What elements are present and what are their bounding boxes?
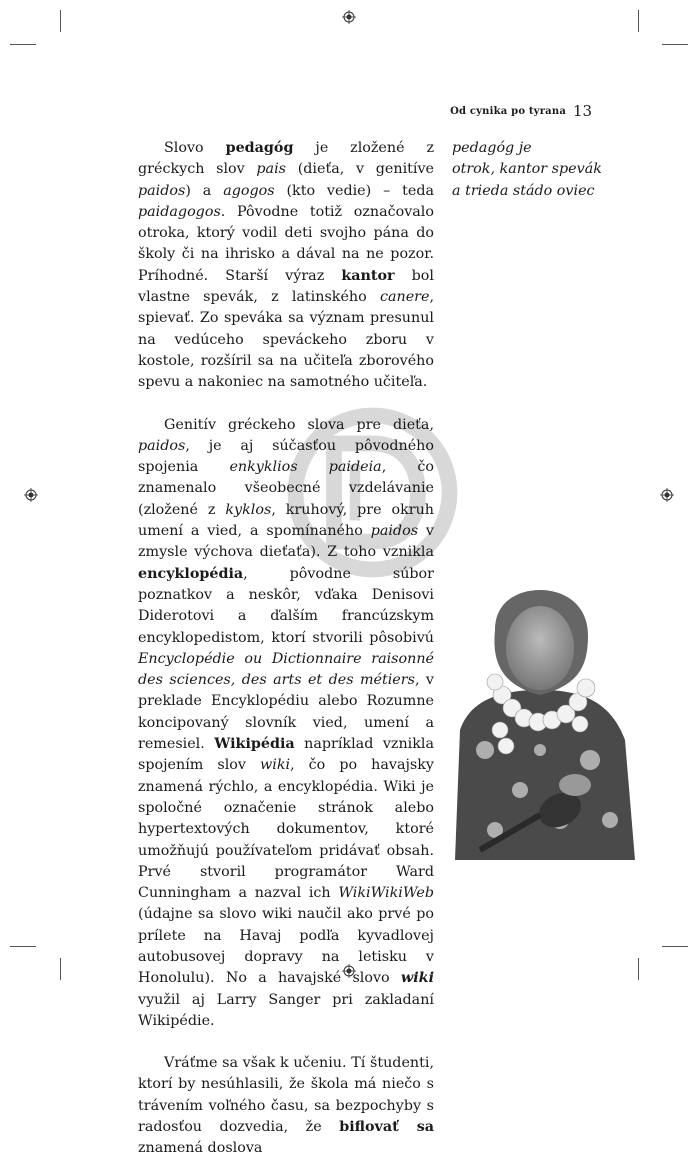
main-text-column bbox=[138, 138, 434, 1160]
crop-mark-bottom-right-h bbox=[662, 946, 688, 947]
crop-mark-bottom-left bbox=[60, 958, 61, 980]
paragraph: Genitív gréckeho slova pre dieťa, paidos, je aj súčasťou pôvodného spojenia enkyklios paideia, čo znamenalo všeobecné vzdelávanie (zložené z kyklos, kruhový, pre okruh umení a vied, a spomínaného paidos v zmysle výchova dieťaťa). Z toho vznikla encyklopédia, pôvodne súbor poznatkov a neskôr, vďaka Denisovi Diderotovi a ďalším francúzskym encyklopedistom, ktorí stvorili pôsobivú Encyclopédie ou Dictionnaire raisonné des sciences, des arts et des métiers, v preklade Encyklopédiu alebo Rozumne koncipovaný slovník vied, umení a remesiel. Wikipédia napríklad vznikla spojením slov wiki, čo po havajsky znamená rýchlo, a encyklopédia. Wiki je spoločné označenie stránok alebo hypertextových dokumentov, ktoré umožňujú používateľom pridávať obsah. Prvé stvoril programátor Ward Cunningham a nazval ich WikiWikiWeb (údajne sa slovo wiki naučil ako prvé po prílete na Havaj podľa kyvadlovej autobusovej dopravy na letisku v Honolulu). No a havajské slovo wiki využil aj Larry Sanger pri zakladaní Wikipédie. bbox=[138, 416, 434, 1029]
crop-mark-top-right-h bbox=[662, 44, 688, 45]
sidebar-note-line: pedagóg je bbox=[452, 140, 532, 156]
crop-mark-bottom-right bbox=[638, 958, 639, 980]
crop-mark-bottom-left-h bbox=[10, 946, 36, 947]
page-number: 13 bbox=[573, 102, 593, 120]
sidebar-note-line: otrok, kantor spevák bbox=[452, 161, 602, 178]
diderot-hawaii-illustration bbox=[440, 590, 640, 870]
crop-mark-top-left bbox=[60, 10, 61, 32]
registration-mark-icon bbox=[24, 488, 38, 502]
crop-mark-top-left-h bbox=[10, 44, 36, 45]
paragraph: Vráťme sa však k učeniu. Tí študenti, ktorí by nesúhlasili, že škola má niečo s trávením voľného času, sa bezpochyby s radosťou dozvedia, že biflovať sa znamená doslova bbox=[138, 1055, 435, 1157]
registration-mark-icon bbox=[660, 488, 674, 502]
registration-mark-icon bbox=[342, 10, 356, 24]
sidebar-note bbox=[452, 138, 602, 202]
paragraph: Slovo pedagóg je zložené z gréckych slov pais (dieťa, v genitíve paidos) a agogos (kto vedie) – teda paidagogos. Pôvodne totiž označovalo otroka, ktorý vodil deti svojho pána do školy či na ihrisko a dával na ne pozor. Príhodné. Starší výraz kantor bol vlastne spevák, z latinského canere, spievať. Zo speváka sa význam presunul na vedúceho speváckeho zboru v kostole, rozšíril sa na učiteľa zborového spevu a nakoniec na samotného učiteľa. bbox=[138, 140, 435, 391]
sidebar-note-line: a trieda stádo oviec bbox=[452, 182, 595, 199]
crop-mark-top-right bbox=[638, 10, 639, 32]
running-title: Od cynika po tyrana bbox=[450, 106, 566, 117]
